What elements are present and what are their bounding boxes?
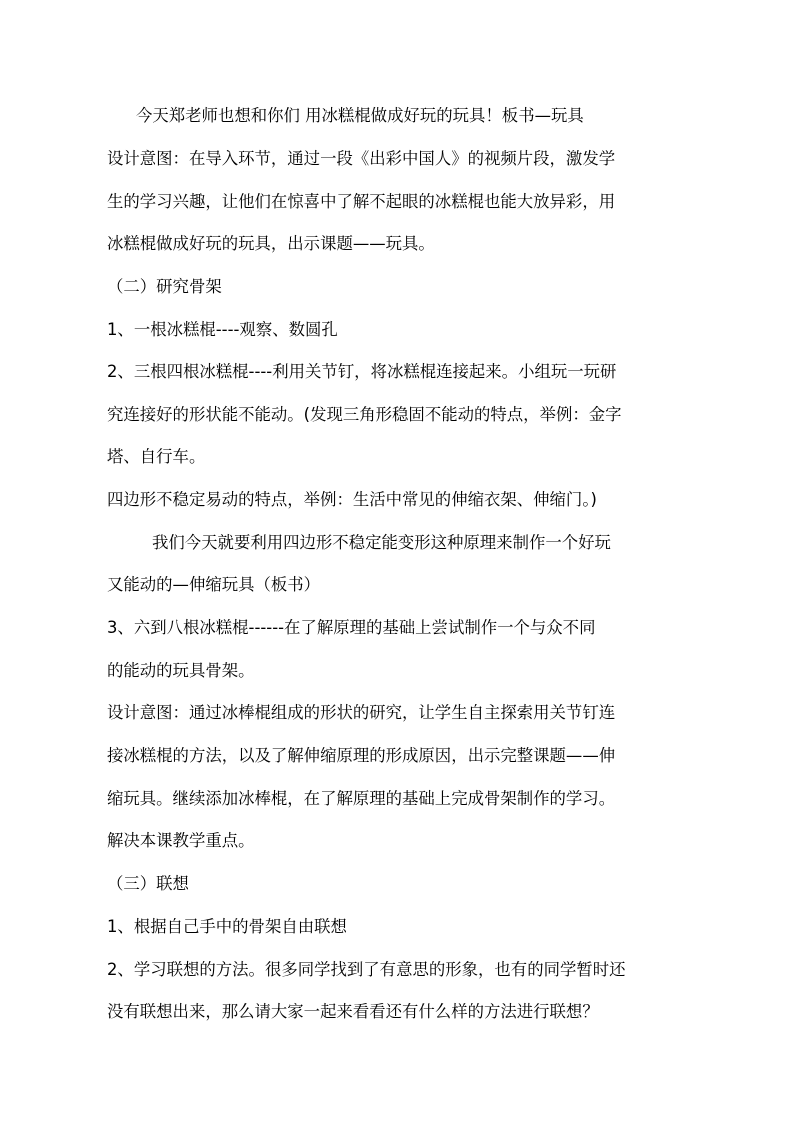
- quadrilateral-note-line: 四边形不稳定易动的特点，举例：生活中常见的伸缩衣架、伸缩门。): [107, 490, 597, 509]
- intro-paragraph-line: 今天郑老师也想和你们 用冰糕棍做成好玩的玩具！板书—玩具: [136, 106, 584, 125]
- list-item-1: 1、一根冰糕棍----观察、数圆孔: [107, 320, 338, 339]
- list-item-3-line-1: 3、六到八根冰糕棍------在了解原理的基础上尝试制作一个与众不同: [107, 618, 596, 637]
- design-intent-2-line-3: 缩玩具。继续添加冰棒棍，在了解原理的基础上完成骨架制作的学习。: [107, 789, 616, 808]
- section-heading-association: （三）联想: [107, 874, 189, 893]
- association-item-1: 1、根据自己手中的骨架自由联想: [107, 917, 347, 936]
- design-intent-2-line-1: 设计意图：通过冰棒棍组成的形状的研究，让学生自主探索用关节钉连: [107, 703, 616, 722]
- association-item-2-line-1: 2、学习联想的方法。很多同学找到了有意思的形象，也有的同学暂时还: [107, 960, 626, 979]
- design-intent-2-line-2: 接冰糕棍的方法，以及了解伸缩原理的形成原因，出示完整课题——伸: [107, 746, 616, 765]
- principle-paragraph-line-2: 又能动的—伸缩玩具（板书）: [107, 575, 321, 594]
- list-item-3-line-2: 的能动的玩具骨架。: [107, 661, 255, 680]
- association-item-2-line-2: 没有联想出来，那么请大家一起来看看还有什么样的方法进行联想？: [107, 1002, 599, 1021]
- design-intent-2-line-4: 解决本课教学重点。: [107, 831, 255, 850]
- list-item-2-line-2: 究连接好的形状能不能动。(发现三角形稳固不能动的特点，举例：金字: [107, 405, 622, 424]
- design-intent-line-3: 冰糕棍做成好玩的玩具，出示课题——玩具。: [107, 234, 435, 253]
- list-item-2-line-3: 塔、自行车。: [107, 447, 206, 466]
- design-intent-line-1: 设计意图：在导入环节，通过一段《出彩中国人》的视频片段，激发学: [107, 149, 616, 168]
- principle-paragraph-line-1: 我们今天就要利用四边形不稳定能变形这种原理来制作一个好玩: [152, 533, 611, 552]
- section-heading-skeleton: （二）研究骨架: [107, 277, 222, 296]
- list-item-2-line-1: 2、三根四根冰糕棍----利用关节钉，将冰糕棍连接起来。小组玩一玩研: [107, 362, 617, 381]
- design-intent-line-2: 生的学习兴趣，让他们在惊喜中了解不起眼的冰糕棍也能大放异彩，用: [107, 192, 616, 211]
